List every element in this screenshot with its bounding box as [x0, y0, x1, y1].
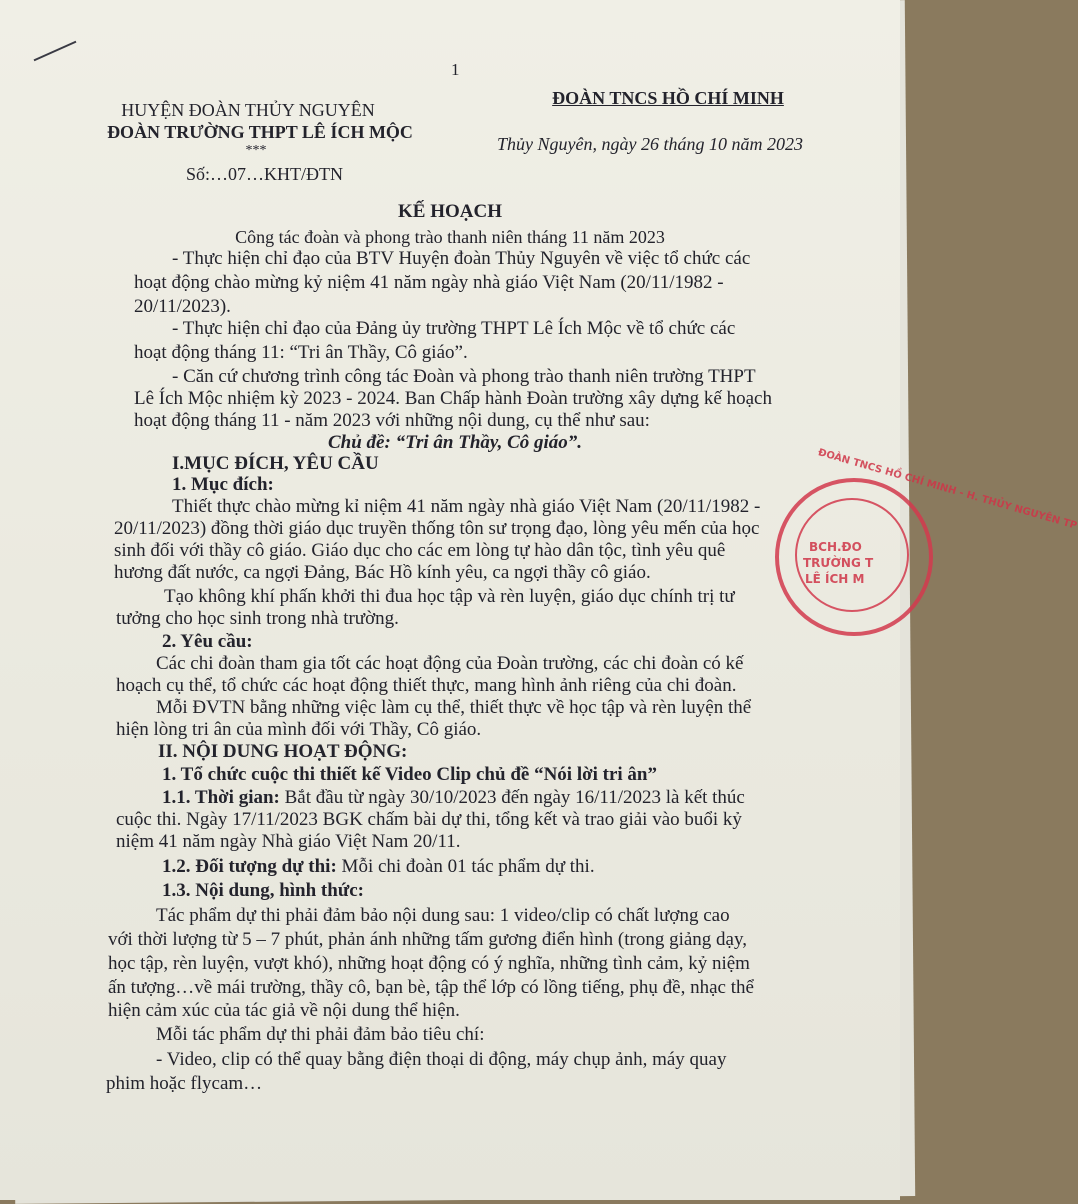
separator-stars: ***	[245, 143, 267, 158]
label-participants: 1.2. Đối tượng dự thi:	[162, 856, 337, 877]
subsection-heading: 2. Yêu cầu:	[162, 631, 253, 652]
body-line: - Thực hiện chỉ đạo của Đảng ủy trường THPT Lê Ích Mộc về tổ chức các	[172, 318, 736, 339]
body-line-time	[162, 787, 745, 809]
body-line: 20/11/2023).	[134, 296, 231, 317]
body-line: hiện lòng tri ân của mình đối với Thầy, Cô giáo.	[116, 719, 482, 740]
body-line: Tạo không khí phấn khởi thi đua học tập và rèn luyện, giáo dục chính trị tư	[164, 586, 735, 607]
body-line: Lê Ích Mộc nhiệm kỳ 2023 - 2024. Ban Chấp hành Đoàn trường xây dựng kế hoạch	[134, 388, 772, 409]
document-title: KẾ HOẠCH	[398, 201, 502, 222]
body-line: Mỗi tác phẩm dự thi phải đảm bảo tiêu chí:	[156, 1024, 485, 1045]
pen-mark	[34, 41, 77, 62]
issuer-district: HUYỆN ĐOÀN THỦY NGUYÊN	[121, 100, 375, 120]
body-line: học tập, rèn luyện, vượt khó), những hoạt động có ý nghĩa, những tình cảm, kỷ niệm	[108, 953, 750, 974]
section-heading: I.MỤC ĐÍCH, YÊU CẦU	[172, 453, 379, 474]
body-line: - Căn cứ chương trình công tác Đoàn và phong trào thanh niên trường THPT	[172, 366, 756, 387]
label-time: 1.1. Thời gian:	[162, 787, 280, 808]
document-number: Số:…07…KHT/ĐTN	[186, 164, 343, 184]
official-seal-stamp	[775, 447, 1078, 636]
place-date: Thủy Nguyên, ngày 26 tháng 10 năm 2023	[497, 134, 803, 154]
theme-line: Chủ đề: “Tri ân Thầy, Cô giáo”.	[328, 432, 583, 453]
seal-inner-ring	[795, 498, 909, 612]
organization-name: ĐOÀN TNCS HỒ CHÍ MINH	[552, 88, 784, 108]
body-line: phim hoặc flycam…	[106, 1073, 263, 1094]
body-line: - Video, clip có thể quay bằng điện thoại di động, máy chụp ảnh, máy quay	[156, 1049, 727, 1070]
subsection-heading: 1.3. Nội dung, hình thức:	[162, 880, 364, 901]
body-line: niệm 41 năm ngày Nhà giáo Việt Nam 20/11.	[116, 831, 461, 852]
body-line: Các chi đoàn tham gia tốt các hoạt động của Đoàn trường, các chi đoàn có kế	[156, 653, 744, 674]
seal-ring-text: ĐOÀN TNCS HỒ CHÍ MINH - H. THỦY NGUYÊN TP	[816, 447, 1078, 532]
body-line: cuộc thi. Ngày 17/11/2023 BGK chấm bài dự thi, tổng kết và trao giải vào buổi kỷ	[116, 809, 742, 830]
seal-line-1: BCH.ĐO	[809, 540, 862, 554]
body-line: hoạch cụ thể, tổ chức các hoạt động thiết thực, mang hình ảnh riêng của chi đoàn.	[116, 675, 737, 696]
participants-text: Mỗi chi đoàn 01 tác phẩm dự thi.	[341, 856, 595, 877]
document-subtitle: Công tác đoàn và phong trào thanh niên tháng 11 năm 2023	[235, 227, 665, 247]
body-line: hoạt động tháng 11 - năm 2023 với những nội dung, cụ thể như sau:	[134, 410, 650, 431]
body-line: Thiết thực chào mừng kỉ niệm 41 năm ngày nhà giáo Việt Nam (20/11/1982 -	[172, 496, 761, 517]
body-line-participants	[162, 856, 595, 878]
body-line: tưởng cho học sinh trong nhà trường.	[116, 608, 399, 629]
body-line: ấn tượng…về mái trường, thầy cô, bạn bè, tập thể lớp có lồng tiếng, phụ đề, nhạc thể	[108, 977, 754, 998]
body-line: Tác phẩm dự thi phải đảm bảo nội dung sau: 1 video/clip có chất lượng cao	[156, 905, 730, 926]
body-line: - Thực hiện chỉ đạo của BTV Huyện đoàn Thủy Nguyên về việc tổ chức các	[172, 248, 751, 269]
issuer-school: ĐOÀN TRƯỜNG THPT LÊ ÍCH MỘC	[107, 122, 413, 142]
body-line: 20/11/2023) đồng thời giáo dục truyền thống tôn sư trọng đạo, lòng yêu mến của học	[114, 518, 760, 539]
subsection-heading: 1. Tổ chức cuộc thi thiết kế Video Clip chủ đề “Nói lời tri ân”	[162, 764, 658, 785]
body-line: hoạt động tháng 11: “Tri ân Thầy, Cô giáo”.	[134, 342, 468, 363]
time-text: Bắt đầu từ ngày 30/10/2023 đến ngày 16/11/2023 là kết thúc	[284, 787, 745, 808]
body-line: hiện cảm xúc của tác giả về nội dung thể hiện.	[108, 1000, 460, 1021]
body-line: hoạt động chào mừng kỷ niệm 41 năm ngày nhà giáo Việt Nam (20/11/1982 -	[134, 272, 724, 293]
subsection-heading: 1. Mục đích:	[172, 474, 274, 495]
body-line: hương đất nước, ca ngợi Đảng, Bác Hồ kính yêu, ca ngợi thầy cô giáo.	[114, 562, 651, 583]
body-line: sinh đối với thầy cô giáo. Giáo dục cho các em lòng tự hào dân tộc, tình yêu quê	[114, 540, 726, 561]
body-line: với thời lượng từ 5 – 7 phút, phản ánh những tấm gương điển hình (trong giảng dạy,	[108, 929, 747, 950]
section-heading: II. NỘI DUNG HOẠT ĐỘNG:	[158, 741, 408, 762]
page-number: 1	[451, 60, 460, 79]
seal-line-3: LÊ ÍCH M	[805, 572, 865, 586]
body-line: Mỗi ĐVTN bằng những việc làm cụ thể, thiết thực về học tập và rèn luyện thể	[156, 697, 752, 718]
seal-line-2: TRƯỜNG T	[803, 556, 874, 570]
